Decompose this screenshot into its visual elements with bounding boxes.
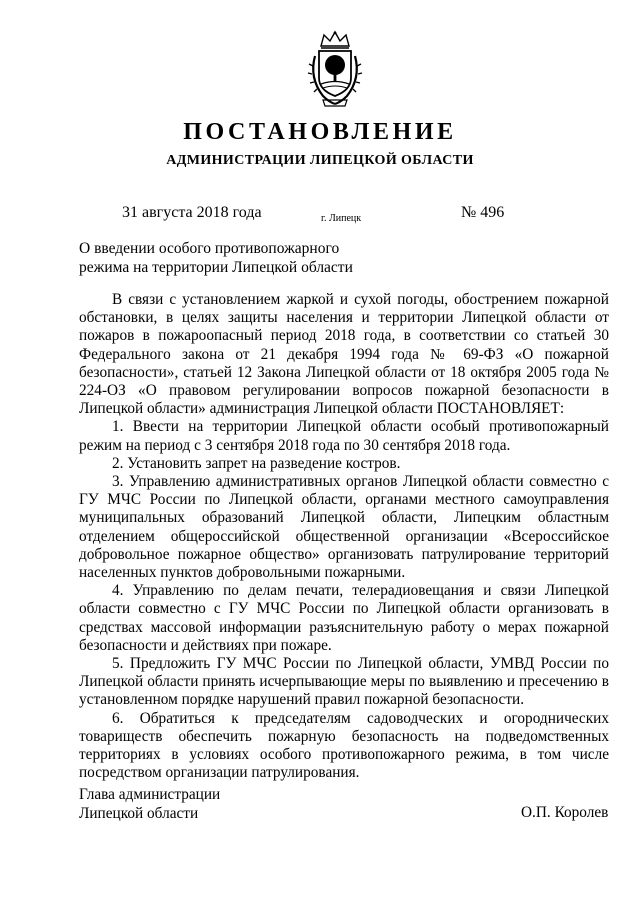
resolution-item-5: 5. Предложить ГУ МЧС России по Липецкой области, УМВД России по Липецкой области принять исчерпывающие меры по выявлению и пресечению в установленном порядке нарушений правил пожарной безопасности.	[79, 655, 609, 709]
signatory-position	[79, 786, 220, 823]
document-subject	[79, 240, 379, 277]
document-city: г. Липецк	[321, 213, 362, 224]
signatory-name: О.П. Королев	[521, 804, 609, 821]
resolution-item-4: 4. Управлению по делам печати, телерадиовещания и связи Липецкой области совместно с ГУ МЧС России по Липецкой области организовать в средствах массовой информации разъяснительную работу о мерах пожарной безопасности и действиях при пожаре.	[79, 582, 609, 654]
position-line: Липецкой области	[79, 804, 199, 822]
resolution-item-1: 1. Ввести на территории Липецкой области особый противопожарный режим на период с 3 сентября 2018 года по 30 сентября 2018 года.	[79, 418, 609, 454]
document-body	[79, 291, 609, 782]
resolution-item-3: 3. Управлению административных органов Липецкой области совместно с ГУ МЧС России по Липецкой области, органами местного самоуправления муниципальных образований Липецкой области, Липецким областным отделением общероссийской общественной организации «Всероссийское добровольное пожарное общество» организовать патрулирование территорий населенных пунктов добровольными пожарными.	[79, 473, 609, 582]
subject-line: режима на территории Липецкой области	[79, 258, 353, 276]
subject-line: О введении особого противопожарного	[79, 240, 340, 257]
document-date: 31 августа 2018 года	[122, 204, 262, 221]
preamble-paragraph: В связи с установлением жаркой и сухой погоды, обострением пожарной обстановки, в целях защиты населения и территории Липецкой области от пожаров в пожароопасный период 2018 года, в соответствии со статьей 30 Федерального закона от 21 декабря 1994 года № 69-ФЗ «О пожарной безопасности», статьей 12 Закона Липецкой области от 18 октября 2005 года № 224-ОЗ «О правовом регулировании вопросов пожарной безопасности в Липецкой области» администрация Липецкой области ПОСТАНОВЛЯЕТ:	[79, 291, 609, 418]
resolution-item-6: 6. Обратиться к председателям садоводческих и огороднических товариществ обеспечить пожарную безопасность на подведомственных территориях в условиях особого противопожарного режима, в том числе посредством организации патрулирования.	[79, 709, 609, 782]
lipetsk-coat-of-arms-icon	[305, 30, 365, 110]
resolution-item-2: 2. Установить запрет на разведение костров.	[112, 454, 401, 472]
issuer-subtitle: АДМИНИСТРАЦИИ ЛИПЕЦКОЙ ОБЛАСТИ	[166, 153, 474, 168]
document-number: № 496	[461, 204, 505, 221]
document-title: ПОСТАНОВЛЕНИЕ	[183, 119, 457, 145]
position-line: Глава администрации	[79, 786, 221, 803]
